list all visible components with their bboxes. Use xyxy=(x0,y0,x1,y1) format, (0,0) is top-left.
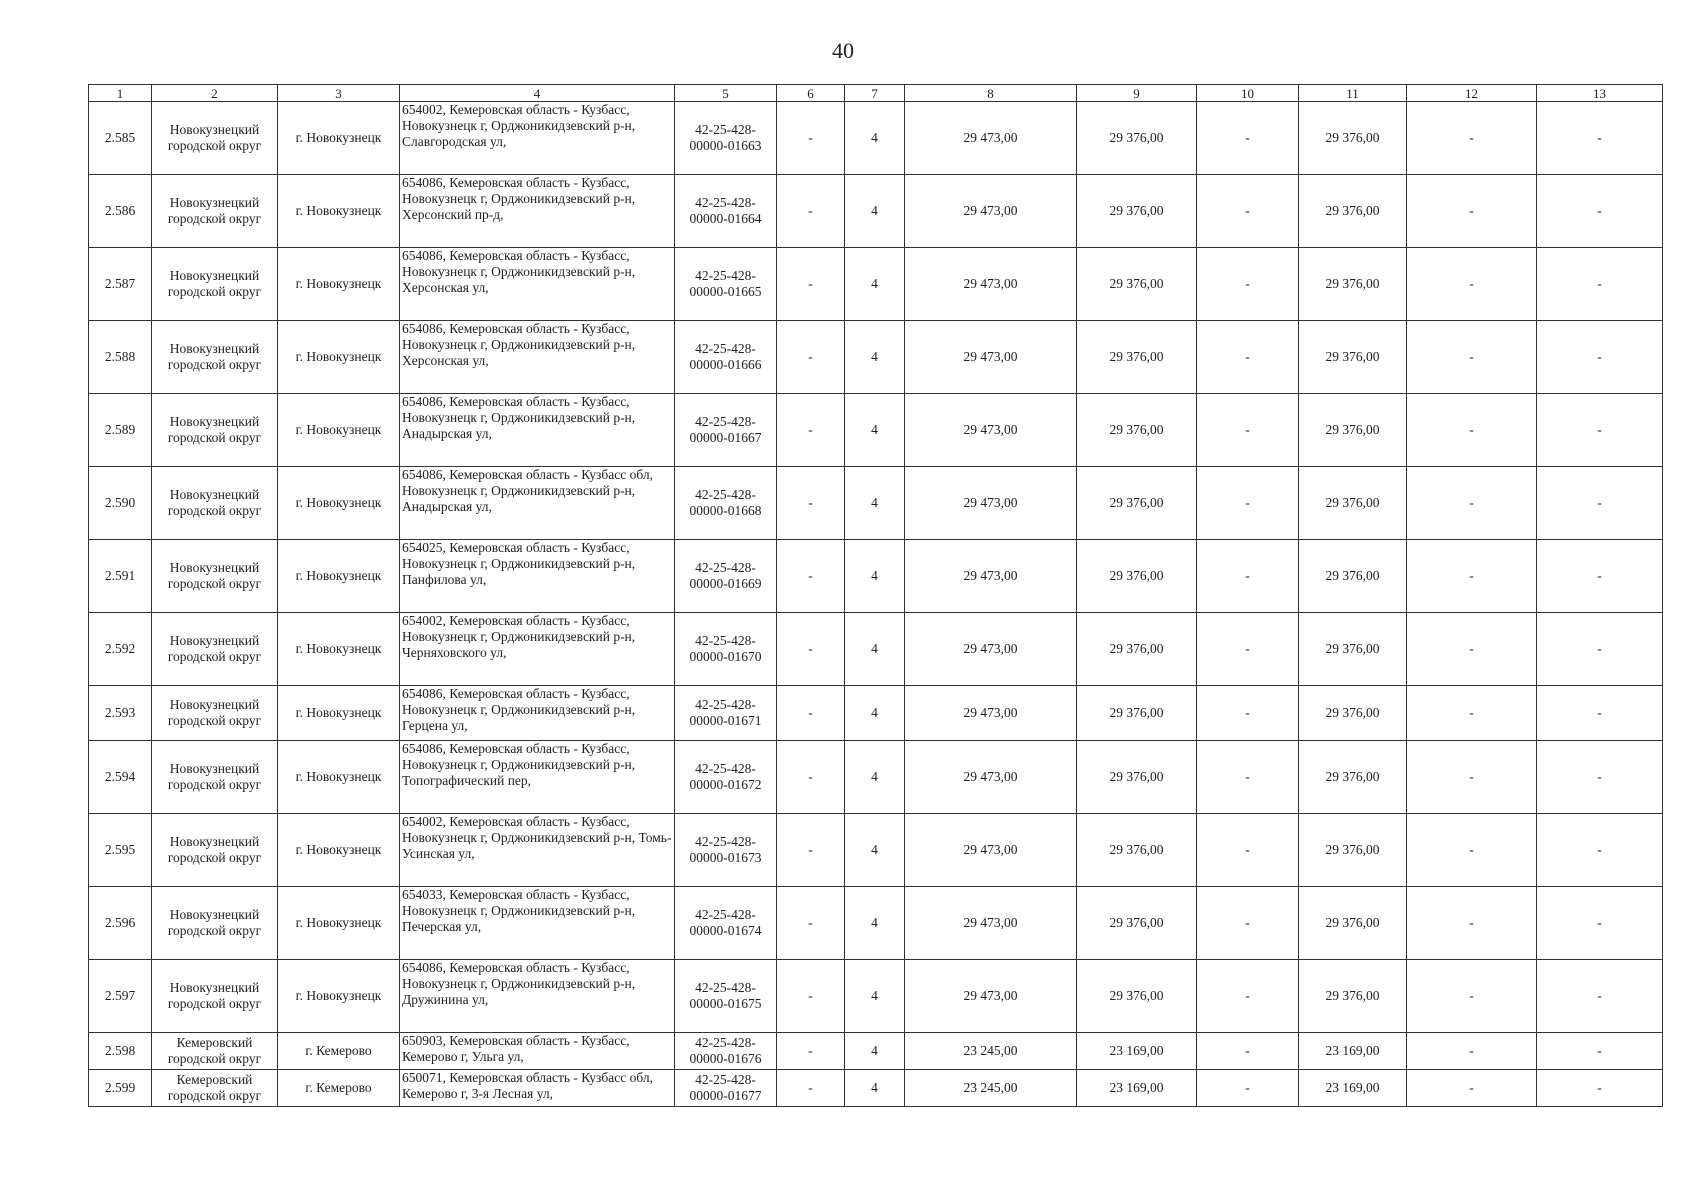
table-row xyxy=(89,540,1663,613)
column-header: 11 xyxy=(1299,85,1407,102)
col8-value-cell: 29 473,00 xyxy=(905,540,1077,613)
city-cell: г. Кемерово xyxy=(278,1033,400,1070)
col11-value-cell: 23 169,00 xyxy=(1299,1070,1407,1107)
code-cell: 42-25-428-00000-01674 xyxy=(675,887,777,960)
district-cell: Новокузнецкий городской округ xyxy=(152,248,278,321)
column-header: 10 xyxy=(1197,85,1299,102)
col12-cell: - xyxy=(1407,467,1537,540)
district-cell: Новокузнецкий городской округ xyxy=(152,613,278,686)
col8-value-cell: 29 473,00 xyxy=(905,467,1077,540)
col11-value-cell: 29 376,00 xyxy=(1299,613,1407,686)
col8-value-cell: 29 473,00 xyxy=(905,102,1077,175)
col8-value-cell: 29 473,00 xyxy=(905,248,1077,321)
col10-cell: - xyxy=(1197,321,1299,394)
col13-cell: - xyxy=(1537,321,1663,394)
col10-cell: - xyxy=(1197,814,1299,887)
col8-value-cell: 29 473,00 xyxy=(905,960,1077,1033)
column-header: 2 xyxy=(152,85,278,102)
row-number: 2.587 xyxy=(89,248,152,321)
row-number: 2.595 xyxy=(89,814,152,887)
col9-value-cell: 29 376,00 xyxy=(1077,613,1197,686)
table-row xyxy=(89,1070,1663,1107)
col10-cell: - xyxy=(1197,175,1299,248)
col11-value-cell: 29 376,00 xyxy=(1299,248,1407,321)
row-number: 2.589 xyxy=(89,394,152,467)
table-row xyxy=(89,467,1663,540)
code-cell: 42-25-428-00000-01666 xyxy=(675,321,777,394)
col9-value-cell: 29 376,00 xyxy=(1077,814,1197,887)
page-number: 40 xyxy=(832,38,854,63)
district-cell: Кемеровский городской округ xyxy=(152,1070,278,1107)
city-cell: г. Новокузнецк xyxy=(278,321,400,394)
address-cell: 654002, Кемеровская область - Кузбасс, Новокузнецк г, Орджоникидзевский р-н, Томь-Усинская ул, xyxy=(400,814,675,887)
table-row xyxy=(89,613,1663,686)
col12-cell: - xyxy=(1407,248,1537,321)
col11-value-cell: 29 376,00 xyxy=(1299,540,1407,613)
district-cell: Новокузнецкий городской округ xyxy=(152,686,278,741)
table-row xyxy=(89,102,1663,175)
district-cell: Новокузнецкий городской округ xyxy=(152,102,278,175)
table-row xyxy=(89,814,1663,887)
row-number: 2.585 xyxy=(89,102,152,175)
address-cell: 654086, Кемеровская область - Кузбасс, Новокузнецк г, Орджоникидзевский р-н, Дружинина ул, xyxy=(400,960,675,1033)
code-cell: 42-25-428-00000-01672 xyxy=(675,741,777,814)
table-row xyxy=(89,686,1663,741)
district-cell: Новокузнецкий городской округ xyxy=(152,175,278,248)
address-cell: 654086, Кемеровская область - Кузбасс, Новокузнецк г, Орджоникидзевский р-н, Анадырская ул, xyxy=(400,394,675,467)
address-cell: 650071, Кемеровская область - Кузбасс обл, Кемерово г, 3-я Лесная ул, xyxy=(400,1070,675,1107)
city-cell: г. Новокузнецк xyxy=(278,467,400,540)
col8-value-cell: 23 245,00 xyxy=(905,1033,1077,1070)
col9-value-cell: 29 376,00 xyxy=(1077,887,1197,960)
col7-cell: 4 xyxy=(845,887,905,960)
col6-cell: - xyxy=(777,467,845,540)
code-cell: 42-25-428-00000-01667 xyxy=(675,394,777,467)
row-number: 2.588 xyxy=(89,321,152,394)
col11-value-cell: 29 376,00 xyxy=(1299,741,1407,814)
column-header: 8 xyxy=(905,85,1077,102)
table-row xyxy=(89,887,1663,960)
column-header: 9 xyxy=(1077,85,1197,102)
column-header: 12 xyxy=(1407,85,1537,102)
col9-value-cell: 29 376,00 xyxy=(1077,540,1197,613)
data-table xyxy=(88,84,1663,1107)
col6-cell: - xyxy=(777,1070,845,1107)
address-cell: 654033, Кемеровская область - Кузбасс, Новокузнецк г, Орджоникидзевский р-н, Печерская ул, xyxy=(400,887,675,960)
city-cell: г. Новокузнецк xyxy=(278,686,400,741)
header-row xyxy=(89,85,1663,102)
row-number: 2.598 xyxy=(89,1033,152,1070)
column-header: 3 xyxy=(278,85,400,102)
col6-cell: - xyxy=(777,394,845,467)
city-cell: г. Новокузнецк xyxy=(278,613,400,686)
col10-cell: - xyxy=(1197,540,1299,613)
col10-cell: - xyxy=(1197,248,1299,321)
col7-cell: 4 xyxy=(845,741,905,814)
col7-cell: 4 xyxy=(845,467,905,540)
row-number: 2.593 xyxy=(89,686,152,741)
code-cell: 42-25-428-00000-01673 xyxy=(675,814,777,887)
col7-cell: 4 xyxy=(845,102,905,175)
col6-cell: - xyxy=(777,1033,845,1070)
col8-value-cell: 29 473,00 xyxy=(905,394,1077,467)
district-cell: Новокузнецкий городской округ xyxy=(152,960,278,1033)
col9-value-cell: 29 376,00 xyxy=(1077,321,1197,394)
address-cell: 654002, Кемеровская область - Кузбасс, Новокузнецк г, Орджоникидзевский р-н, Черняховского ул, xyxy=(400,613,675,686)
col6-cell: - xyxy=(777,960,845,1033)
col11-value-cell: 29 376,00 xyxy=(1299,887,1407,960)
code-cell: 42-25-428-00000-01670 xyxy=(675,613,777,686)
col8-value-cell: 29 473,00 xyxy=(905,814,1077,887)
row-number: 2.597 xyxy=(89,960,152,1033)
col10-cell: - xyxy=(1197,686,1299,741)
col13-cell: - xyxy=(1537,887,1663,960)
col12-cell: - xyxy=(1407,394,1537,467)
col9-value-cell: 29 376,00 xyxy=(1077,248,1197,321)
col12-cell: - xyxy=(1407,686,1537,741)
col10-cell: - xyxy=(1197,613,1299,686)
city-cell: г. Новокузнецк xyxy=(278,175,400,248)
col11-value-cell: 29 376,00 xyxy=(1299,175,1407,248)
col6-cell: - xyxy=(777,175,845,248)
district-cell: Новокузнецкий городской округ xyxy=(152,540,278,613)
col7-cell: 4 xyxy=(845,175,905,248)
col13-cell: - xyxy=(1537,467,1663,540)
city-cell: г. Новокузнецк xyxy=(278,887,400,960)
code-cell: 42-25-428-00000-01671 xyxy=(675,686,777,741)
col6-cell: - xyxy=(777,321,845,394)
col6-cell: - xyxy=(777,887,845,960)
col7-cell: 4 xyxy=(845,960,905,1033)
address-cell: 654086, Кемеровская область - Кузбасс обл, Новокузнецк г, Орджоникидзевский р-н, Анадырская ул, xyxy=(400,467,675,540)
city-cell: г. Новокузнецк xyxy=(278,248,400,321)
city-cell: г. Новокузнецк xyxy=(278,960,400,1033)
col10-cell: - xyxy=(1197,467,1299,540)
col8-value-cell: 23 245,00 xyxy=(905,1070,1077,1107)
col8-value-cell: 29 473,00 xyxy=(905,321,1077,394)
col6-cell: - xyxy=(777,613,845,686)
col12-cell: - xyxy=(1407,814,1537,887)
code-cell: 42-25-428-00000-01668 xyxy=(675,467,777,540)
col9-value-cell: 29 376,00 xyxy=(1077,175,1197,248)
col8-value-cell: 29 473,00 xyxy=(905,686,1077,741)
col9-value-cell: 29 376,00 xyxy=(1077,467,1197,540)
district-cell: Новокузнецкий городской округ xyxy=(152,394,278,467)
district-cell: Новокузнецкий городской округ xyxy=(152,321,278,394)
table-row xyxy=(89,960,1663,1033)
col7-cell: 4 xyxy=(845,540,905,613)
column-header: 1 xyxy=(89,85,152,102)
col7-cell: 4 xyxy=(845,394,905,467)
col12-cell: - xyxy=(1407,613,1537,686)
district-cell: Новокузнецкий городской округ xyxy=(152,887,278,960)
col9-value-cell: 29 376,00 xyxy=(1077,394,1197,467)
district-cell: Новокузнецкий городской округ xyxy=(152,467,278,540)
col6-cell: - xyxy=(777,741,845,814)
col8-value-cell: 29 473,00 xyxy=(905,887,1077,960)
district-cell: Новокузнецкий городской округ xyxy=(152,741,278,814)
city-cell: г. Новокузнецк xyxy=(278,814,400,887)
column-header: 13 xyxy=(1537,85,1663,102)
code-cell: 42-25-428-00000-01665 xyxy=(675,248,777,321)
table-row xyxy=(89,321,1663,394)
col11-value-cell: 29 376,00 xyxy=(1299,321,1407,394)
table-row xyxy=(89,248,1663,321)
col12-cell: - xyxy=(1407,1070,1537,1107)
col12-cell: - xyxy=(1407,540,1537,613)
col11-value-cell: 29 376,00 xyxy=(1299,814,1407,887)
col6-cell: - xyxy=(777,814,845,887)
code-cell: 42-25-428-00000-01663 xyxy=(675,102,777,175)
col13-cell: - xyxy=(1537,394,1663,467)
col12-cell: - xyxy=(1407,741,1537,814)
col13-cell: - xyxy=(1537,175,1663,248)
col11-value-cell: 29 376,00 xyxy=(1299,960,1407,1033)
col10-cell: - xyxy=(1197,741,1299,814)
col9-value-cell: 29 376,00 xyxy=(1077,741,1197,814)
col7-cell: 4 xyxy=(845,1033,905,1070)
col10-cell: - xyxy=(1197,394,1299,467)
col10-cell: - xyxy=(1197,102,1299,175)
col8-value-cell: 29 473,00 xyxy=(905,613,1077,686)
col13-cell: - xyxy=(1537,1070,1663,1107)
col8-value-cell: 29 473,00 xyxy=(905,741,1077,814)
col6-cell: - xyxy=(777,248,845,321)
col13-cell: - xyxy=(1537,686,1663,741)
code-cell: 42-25-428-00000-01669 xyxy=(675,540,777,613)
city-cell: г. Новокузнецк xyxy=(278,394,400,467)
col12-cell: - xyxy=(1407,321,1537,394)
address-cell: 654002, Кемеровская область - Кузбасс, Новокузнецк г, Орджоникидзевский р-н, Славгородская ул, xyxy=(400,102,675,175)
table-row xyxy=(89,1033,1663,1070)
table-row xyxy=(89,175,1663,248)
code-cell: 42-25-428-00000-01675 xyxy=(675,960,777,1033)
address-cell: 654086, Кемеровская область - Кузбасс, Новокузнецк г, Орджоникидзевский р-н, Херсонская ул, xyxy=(400,248,675,321)
col9-value-cell: 29 376,00 xyxy=(1077,960,1197,1033)
row-number: 2.586 xyxy=(89,175,152,248)
col13-cell: - xyxy=(1537,1033,1663,1070)
col12-cell: - xyxy=(1407,175,1537,248)
row-number: 2.596 xyxy=(89,887,152,960)
col6-cell: - xyxy=(777,540,845,613)
code-cell: 42-25-428-00000-01677 xyxy=(675,1070,777,1107)
col10-cell: - xyxy=(1197,887,1299,960)
address-cell: 654086, Кемеровская область - Кузбасс, Новокузнецк г, Орджоникидзевский р-н, Херсонский пр-д, xyxy=(400,175,675,248)
address-cell: 654086, Кемеровская область - Кузбасс, Новокузнецк г, Орджоникидзевский р-н, Топографический пер, xyxy=(400,741,675,814)
col11-value-cell: 29 376,00 xyxy=(1299,102,1407,175)
row-number: 2.591 xyxy=(89,540,152,613)
col11-value-cell: 23 169,00 xyxy=(1299,1033,1407,1070)
col8-value-cell: 29 473,00 xyxy=(905,175,1077,248)
col11-value-cell: 29 376,00 xyxy=(1299,686,1407,741)
col9-value-cell: 29 376,00 xyxy=(1077,686,1197,741)
col12-cell: - xyxy=(1407,887,1537,960)
col13-cell: - xyxy=(1537,613,1663,686)
column-header: 4 xyxy=(400,85,675,102)
address-cell: 654086, Кемеровская область - Кузбасс, Новокузнецк г, Орджоникидзевский р-н, Херсонская ул, xyxy=(400,321,675,394)
col7-cell: 4 xyxy=(845,321,905,394)
district-cell: Кемеровский городской округ xyxy=(152,1033,278,1070)
col7-cell: 4 xyxy=(845,248,905,321)
code-cell: 42-25-428-00000-01664 xyxy=(675,175,777,248)
col10-cell: - xyxy=(1197,1070,1299,1107)
column-header: 7 xyxy=(845,85,905,102)
address-cell: 654025, Кемеровская область - Кузбасс, Новокузнецк г, Орджоникидзевский р-н, Панфилова ул, xyxy=(400,540,675,613)
col6-cell: - xyxy=(777,686,845,741)
col7-cell: 4 xyxy=(845,1070,905,1107)
address-cell: 654086, Кемеровская область - Кузбасс, Новокузнецк г, Орджоникидзевский р-н, Герцена ул, xyxy=(400,686,675,741)
col7-cell: 4 xyxy=(845,613,905,686)
col13-cell: - xyxy=(1537,102,1663,175)
address-cell: 650903, Кемеровская область - Кузбасс, Кемерово г, Ульга ул, xyxy=(400,1033,675,1070)
city-cell: г. Новокузнецк xyxy=(278,540,400,613)
code-cell: 42-25-428-00000-01676 xyxy=(675,1033,777,1070)
city-cell: г. Новокузнецк xyxy=(278,741,400,814)
col12-cell: - xyxy=(1407,960,1537,1033)
col9-value-cell: 23 169,00 xyxy=(1077,1070,1197,1107)
table-body xyxy=(89,102,1663,1107)
col9-value-cell: 29 376,00 xyxy=(1077,102,1197,175)
col9-value-cell: 23 169,00 xyxy=(1077,1033,1197,1070)
row-number: 2.590 xyxy=(89,467,152,540)
col7-cell: 4 xyxy=(845,814,905,887)
col10-cell: - xyxy=(1197,1033,1299,1070)
col13-cell: - xyxy=(1537,741,1663,814)
col13-cell: - xyxy=(1537,248,1663,321)
column-header: 5 xyxy=(675,85,777,102)
row-number: 2.599 xyxy=(89,1070,152,1107)
col11-value-cell: 29 376,00 xyxy=(1299,394,1407,467)
col13-cell: - xyxy=(1537,960,1663,1033)
column-header: 6 xyxy=(777,85,845,102)
city-cell: г. Новокузнецк xyxy=(278,102,400,175)
table-row xyxy=(89,741,1663,814)
district-cell: Новокузнецкий городской округ xyxy=(152,814,278,887)
row-number: 2.594 xyxy=(89,741,152,814)
col7-cell: 4 xyxy=(845,686,905,741)
table-row xyxy=(89,394,1663,467)
col12-cell: - xyxy=(1407,102,1537,175)
col10-cell: - xyxy=(1197,960,1299,1033)
col13-cell: - xyxy=(1537,540,1663,613)
row-number: 2.592 xyxy=(89,613,152,686)
city-cell: г. Кемерово xyxy=(278,1070,400,1107)
col13-cell: - xyxy=(1537,814,1663,887)
col6-cell: - xyxy=(777,102,845,175)
col12-cell: - xyxy=(1407,1033,1537,1070)
col11-value-cell: 29 376,00 xyxy=(1299,467,1407,540)
